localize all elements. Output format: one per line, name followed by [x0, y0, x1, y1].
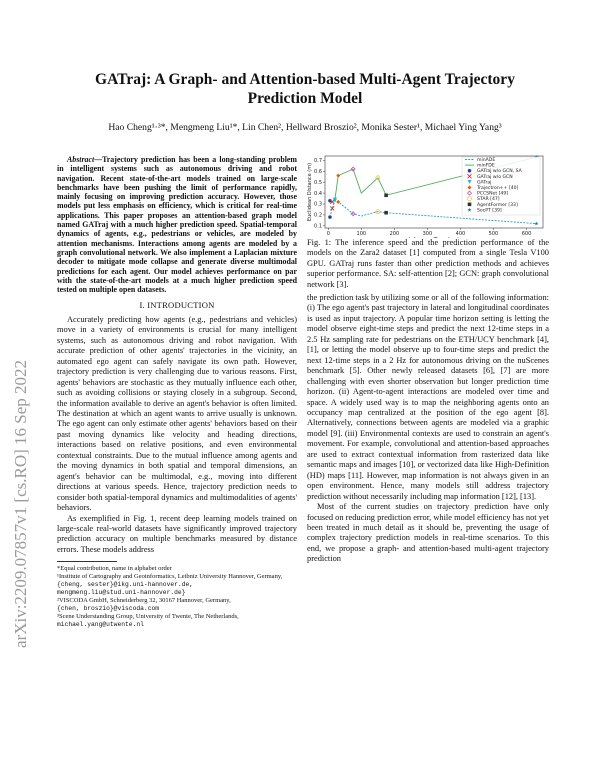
figure-1: [307, 150, 549, 252]
x-tick-label: 100: [356, 231, 367, 237]
legend-label: PCCSNet [49]: [477, 191, 509, 197]
data-point: [534, 221, 538, 225]
y-tick-label: 0.7: [314, 158, 322, 165]
legend-label: STAR [47]: [477, 197, 500, 203]
author-list: Hao Cheng¹·³*, Mengmeng Liu¹*, Lin Chen², Hellward Broszio², Monika Sester¹, Michael Ying Yang³: [108, 122, 502, 133]
x-tick-label: 200: [389, 231, 400, 237]
legend-marker: [468, 169, 472, 173]
legend-label: minADE: [477, 158, 496, 163]
section-heading: I. INTRODUCTION: [139, 300, 215, 311]
paper-title: GATraj: A Graph- and Attention-based Multi-Agent Trajectory Prediction Model: [95, 71, 515, 107]
left-column: [57, 155, 297, 629]
x-tick-label: 0: [326, 231, 330, 237]
right-column: [307, 293, 549, 565]
abstract-text: —Trajectory prediction has been a long-standing problem in intelligent systems such as autonomous driving and robot navigation. Recent state-of-the-art models trained on large-scale benchmarks have been pushing the limit of performance rapidly, mainly focusing on improving prediction accuracy. However, those models put less emphasis on efficiency, which is critical for real-time applications. This paper proposes an attention-based graph model named GATraj with a much higher prediction speed. Spatial-temporal dynamics of agents, e.g., pedestrians or vehicles, are modeled by attention mechanisms. Interactions among agents are modeled by a graph convolutional network. We also implement a Laplacian mixture decoder to mitigate mode collapse and generate diverse multimodal predictions for each agent. Our model achieves performance on par with the state-of-the-art models at a much higher prediction speed tested on multiple open datasets.: [57, 155, 297, 295]
y-tick-label: 0.1: [314, 223, 322, 230]
legend-label: GATraj w/o GCN: [477, 174, 513, 180]
footnotes: [57, 565, 297, 629]
arxiv-stamp: [4, 230, 36, 650]
footnote-affiliation-1: ¹Institute of Cartography and Geoinformatics, Leibniz University Hannover, Germany,: [57, 573, 283, 581]
intro-paragraph-2: As exemplified in Fig. 1, recent deep learning models trained on large-scale real-world datasets have significantly improved trajectory prediction accuracy on multiple benchmarks measured by distance errors. These models address: [57, 513, 297, 554]
data-point: [328, 215, 332, 219]
y-tick-label: 0.4: [314, 190, 322, 197]
x-tick-label: 300: [422, 231, 433, 237]
footnote-email-3: {chen, broszio}@viscoda.com: [57, 605, 160, 613]
legend-label: Trajectron++ [40]: [477, 186, 519, 191]
right-paragraph-2: Most of the current studies on trajectory prediction have only focused on reducing prediction error, while model efficiency has not yet been treated in much detail as it should be, preventing the usage of complex trajectory prediction models in real-time scenarios. To this end, we propose a graph- and attention-based multi-agent trajectory prediction: [307, 502, 549, 564]
data-point: [384, 193, 388, 197]
x-tick-label: 400: [455, 231, 466, 237]
y-tick-label: 0.6: [314, 168, 322, 175]
legend-label: SocPT [39]: [477, 208, 502, 214]
legend-label: GATraj: [477, 180, 492, 186]
footnote-affiliation-3: ³Scene Understanding Group, University of Twente, The Netherlands,: [57, 613, 239, 621]
footnote-rule: [57, 561, 117, 562]
y-tick-label: 0.2: [314, 212, 322, 219]
data-point: [336, 174, 340, 178]
legend-label: minFDE: [477, 163, 495, 169]
x-tick-label: 500: [488, 231, 499, 237]
figure-caption: Fig. 1: The inference speed and the prediction performance of the models on the Zara2 dataset [1] computed from a single Tesla V100 GPU. GATraj runs faster than other prediction methods and achieves superior performance. SA: self-attention [2]; GCN: graph convolutional network [3].: [307, 238, 549, 289]
x-tick-label: 600: [521, 231, 532, 237]
arxiv-stamp-text: arXiv:2209.07857v1 [cs.RO] 16 Sep 2022: [11, 359, 30, 648]
y-tick-label: 0.5: [314, 179, 322, 186]
legend-label: GATraj w/o GCN, SA: [477, 169, 522, 175]
right-paragraph-1: the prediction task by utilizing some or all of the following information: (i) The ego agent's past trajectory in lateral and longitudinal coordinates is used as input trajectory. A popular time horizon setting is letting the model observe eight-time steps and predict the next 12-time steps in a 2.5 Hz sampling rate for pedestrians on the ETH/UCY benchmark [4], [1], or letting the model observe up to four-time steps and predict the next 12-time steps in a 2 Hz for autonomous driving on the nuScenes benchmark [5]. Other newly released datasets [6], [7] are more challenging with even shorter observation but longer prediction time horizon. (ii) Agent-to-agent interactions are modeled over time and space. A widely used way is to map the neighboring agents onto an occupancy map centralized at the position of the ego agent [8]. Alternatively, connections between agents are modeled via a graphic model [9]. (iii) Environmental contexts are used to constrain an agent's movement. For example, convolutional and attention-based approaches are used to extract contextual information from rasterized data like semantic maps and images [10], or vectorized data like High-Definition (HD) maps [11]. However, map information is not always given in an open environment. Hence, many models still address trajectory prediction without necessarily including map information [12], [13].: [307, 293, 549, 501]
footnote-email-2: mengmeng.liu@stud.uni-hannover.de}: [57, 589, 186, 597]
intro-paragraph-1: Accurately predicting how agents (e.g., pedestrians and vehicles) move in a variety of environments is crucial for many intelligent systems, such as autonomous driving and robot navigation. With accurate prediction of other agents' trajectories in the vicinity, an automated ego agent can safely navigate its own path. However, trajectory prediction is very challenging due to various reasons. First, agents' behaviors are stochastic as they mutually influence each other, such as avoiding collisions or staying closely in a subgroup. Second, the information available to derive an agent's behavior is often limited. The destination at which an agent wants to arrive usually is unknown. The ego agent can only estimate other agents' behaviors based on their past moving dynamics like velocity and heading directions, interactions based on relative positions, and even environmental contextual constraints. Due to the mutual influence among agents and the moving dynamics in both spatial and temporal dimensions, an agent's behavior can be multimodal, e.g., moving into different directions at various speeds. Hence, trajectory prediction needs to consider both spatial-temporal dynamics and multimodalities of agents' behaviors.: [57, 314, 297, 513]
data-point: [384, 211, 388, 215]
footnote-equal-contribution: *Equal contribution, name in alphabet order: [57, 565, 172, 573]
y-tick-label: 0.3: [314, 201, 322, 208]
abstract-label: Abstract: [67, 155, 95, 164]
legend-label: AgentFormer [33]: [477, 202, 518, 208]
legend-marker: [468, 203, 472, 207]
figure-1-chart: [307, 150, 549, 238]
footnote-email-4: michael.yang@utwente.nl: [57, 621, 144, 629]
footnote-email-1: {cheng, sester}@ikg.uni-hannover.de,: [57, 581, 194, 589]
abstract: [57, 155, 297, 294]
footnote-affiliation-2: ²VISCODA GmbH, Schneiderberg 32, 30167 Hannover, Germany,: [57, 597, 231, 605]
y-axis-label: Euclidean Distance (m): [307, 162, 313, 222]
